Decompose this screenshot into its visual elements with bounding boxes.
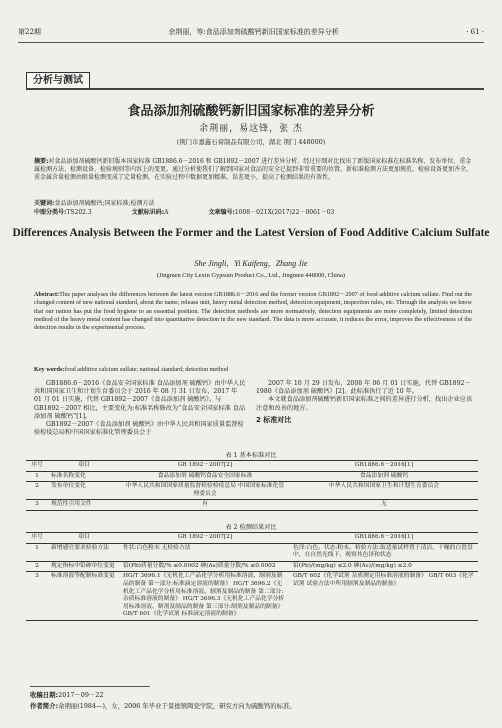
table-cell: 规定指标中铅砷单位变更 <box>48 561 120 572</box>
table-row <box>26 572 478 621</box>
article-reference: 余荆丽，等:食品添加剂硫酸钙新旧国家标准的差异分析 <box>168 28 339 36</box>
body-paragraph: GB1886.6－2016《食品安全国家标准 食品添加剂 硫酸钙》由中华人民共和国国家卫生和计划生育委员会于 2016 年 08 月 31 日发布，2017 年 01 月 01 日实施，代替 GB1892－2007《食品添加剂 硫酸钙》。与 GB1892－2007 相比，主要变化为:标准名称修改为“食品安全国家标准 食品添加剂 硫酸钙”[1]。 <box>34 380 246 420</box>
article-id <box>208 207 334 216</box>
classification-row <box>34 207 472 216</box>
page-number: · 61 · <box>466 28 484 36</box>
table-cell: 食品添加剂 硫酸钙 <box>290 471 478 482</box>
table-row <box>26 482 478 500</box>
table-cell: 有 <box>120 500 290 511</box>
table-cell: 3 <box>26 500 48 511</box>
authors-chinese: 余荆丽，易这锋，张 杰 <box>199 124 303 134</box>
received-date <box>30 690 103 699</box>
article-id-label: 文章编号: <box>208 209 235 216</box>
body-paragraph: GB1892－2007《食品添加剂 硫酸钙》由中华人民共和国家质量监督检验检疫总局和中国国家标准化管理委员会于 <box>34 421 244 437</box>
table-cell: 无 <box>290 500 478 511</box>
section-tag: 分析与测试 <box>26 72 90 89</box>
document-code <box>132 207 169 216</box>
table1-header: 序号 <box>26 461 48 472</box>
table-cell: 新增感官要求检验方法 <box>48 543 120 561</box>
table1-header: GB 1892－2007[2] <box>120 461 290 472</box>
table-row <box>26 543 478 561</box>
body-column-right <box>256 380 474 424</box>
table2-header-row <box>26 533 478 544</box>
table-cell: 性状:白色粉末 无检验方法 <box>120 543 290 561</box>
table-row <box>26 471 478 482</box>
running-head-rule <box>18 42 484 43</box>
table-cell: 1 <box>26 471 48 482</box>
keywords-chinese <box>34 198 472 207</box>
clc-label: 中图分类号: <box>34 209 67 216</box>
section-heading: 2 标准对比 <box>256 415 292 424</box>
abstract-english <box>34 291 472 332</box>
received-value: 2017－09－22 <box>58 691 104 699</box>
table-cell: 食品添加剂 硫酸钙食品安全国家标准 <box>120 471 290 482</box>
table2 <box>26 532 478 621</box>
keywords-en-label: Key words: <box>34 366 65 373</box>
article-id-value: 1008－021X(2017)22－0061－03 <box>234 209 335 216</box>
table-row <box>26 561 478 572</box>
clc-number <box>34 207 92 216</box>
title-english: Differences Analysis Between the Former and the Latest Version of Food Additive Calcium Sulfate <box>12 227 490 239</box>
abstract-en-label: Abstract: <box>34 291 60 298</box>
table2-caption: 表 2 检测结果对比 <box>225 524 277 531</box>
keywords-cn-label: 关键词: <box>34 200 55 207</box>
table1-caption: 表 1 基本标准对比 <box>225 452 277 459</box>
abstract-cn-text: 对食品添加剂硫酸钙新旧版本国家标准 GB1886.6－2016 和 GB1892－2007 进行差异分析。经过仔细对比找出了新版国家标准在标准名称、发布单位、重金属检测方法、检测设备、检验规则等内容上的变更。通过分析使我们了解到国家对食品的安全已提到非常重要的位置。新标准检测方法更加规范，检验设备更加齐全，重金属含量检测由限量检测变成了定量检测。在实验过程中数据更加精准，误差更小，提高了检测结果的有效性。 <box>34 158 473 182</box>
body-paragraph: 本文就食品添加剂硫酸钙新旧国家标准之间的差异进行分析，找出企业应该注意和改善的地方。 <box>256 396 473 412</box>
table-cell: HG/T 3696.1《无机化工产品化学分析用标准溶液、制剂及制品的制备 第一部分:标准滴定溶液的制备》 HG/T 3696.2《无机化工产品化学分析用标准溶液、制剂及制品的制备 第二部分:杂质标准溶液的制备》 HG/T 3696.3《无机化工产品化学分析用标准溶液、制剂及制品的制备 第三部分:制剂及制品的制备》GB/T 601《化学试剂 标准滴定溶液的制备》 <box>120 572 290 621</box>
table-cell: 铅(Pb)/(mg/kg) ≤2.0 砷(As)/(mg/kg) ≤2.0 <box>290 561 478 572</box>
table-cell: 色泽:白色。状态:粉末。检验方法:取适量试样置于清洁、干燥的白瓷盘中，在自然光线下，观察其色泽和状态 <box>290 543 478 561</box>
body-paragraph: 2007 年 10 月 29 日发布，2008 年 06 月 01 日实施，代替 GB1892－1980《食品添加剂 硫酸钙》[2]。此标准执行了近 10 年。 <box>256 380 471 396</box>
title-chinese: 食品添加剂硫酸钙新旧国家标准的差异分析 <box>127 104 375 119</box>
author-bio <box>30 701 296 710</box>
table-cell: 规范性引用文件 <box>48 500 120 511</box>
author-bio-label: 作者简介: <box>30 702 59 710</box>
table2-header: GB1886.6－2016[1] <box>290 533 478 544</box>
issue-number: 第22期 <box>18 28 41 36</box>
abstract-en-text: This paper analyses the differences between the latest version GB1886.6－2016 and the former version GB1892－2007 of food additive calcium sulfate. Find out the changed content of new national standard, about the name, release unit, heavy metal detection method, detection equipment, inspection rules, etc. Through the analysis we know that our nation has put the food hygiene to an essential position. The detection methods are more normatively, detection equipments are more completely, limited detection method of the heavy metal content has changed into quantitative detection in the new standard. The data is more accurate, it reduces the error, improves the effectiveness of the detection results in the experimental process. <box>34 291 472 332</box>
table2-header: 序号 <box>26 533 48 544</box>
table-cell: 1 <box>26 543 48 561</box>
section-rule <box>26 88 484 90</box>
received-label: 收稿日期: <box>30 691 59 699</box>
table2-header: GB 1892－2007[2] <box>120 533 290 544</box>
affiliation-chinese: (荆门市嘉鑫石膏制品有限公司，湖北 荆门 448000) <box>176 138 326 146</box>
abstract-cn-label: 摘要: <box>34 158 49 165</box>
table-cell: 铅(Pb)质量分数/% ≤0.0002 砷(As)质量分数/% ≤0.0002 <box>120 561 290 572</box>
table-cell: 发布单位变化 <box>48 482 120 500</box>
table1-header: 项目 <box>48 461 120 472</box>
footnote-rule <box>30 686 150 687</box>
body-column-left <box>34 380 246 437</box>
keywords-cn-text: 食品添加剂硫酸钙;国家标准;检测方法 <box>54 200 155 207</box>
table-cell: 2 <box>26 482 48 500</box>
table-cell: 中华人民共和国国家卫生和计划生育委员会 <box>290 482 478 500</box>
table-row <box>26 500 478 511</box>
running-head <box>18 24 484 40</box>
table-cell: 中华人民共和国国家质量监督检验检疫总局 中国国家标准化管理委员会 <box>120 482 290 500</box>
affiliation-english: (Jingmen City Lexin Gypsum Product Co., Ltd., Jingmen 448000, China) <box>156 272 346 279</box>
table2-header: 项目 <box>48 533 120 544</box>
table-cell: GB/T 602《化学试剂 杂质测定用标准溶液的制备》 GB/T 603《化学试剂 试验方法中所用制剂及制品的制备》 <box>290 572 478 621</box>
keywords-en-text: food additive calcium sulfate; national standard; detection method <box>64 366 229 373</box>
doc-code-label: 文献标识码: <box>131 209 165 216</box>
author-bio-value: 余荆丽(1984—)，女，2006 年毕业于景德镇陶瓷学院，研究方向为硫酸钙的标准。 <box>58 702 296 710</box>
doc-code-value: A <box>164 209 169 216</box>
abstract-chinese <box>34 158 472 183</box>
keywords-english <box>34 366 472 373</box>
table1-header-row <box>26 461 478 472</box>
table1-header: GB1886.6－2016[1] <box>290 461 478 472</box>
table-cell: 标准溶液等配制标准变更 <box>48 572 120 621</box>
authors-english: She Jingli，Yi Kaifeng，Zhang Jie <box>194 259 308 268</box>
clc-value: TS202.3 <box>66 209 92 216</box>
table-cell: 3 <box>26 572 48 621</box>
table1 <box>26 460 478 511</box>
table-cell: 标准名称变化 <box>48 471 120 482</box>
table-cell: 2 <box>26 561 48 572</box>
